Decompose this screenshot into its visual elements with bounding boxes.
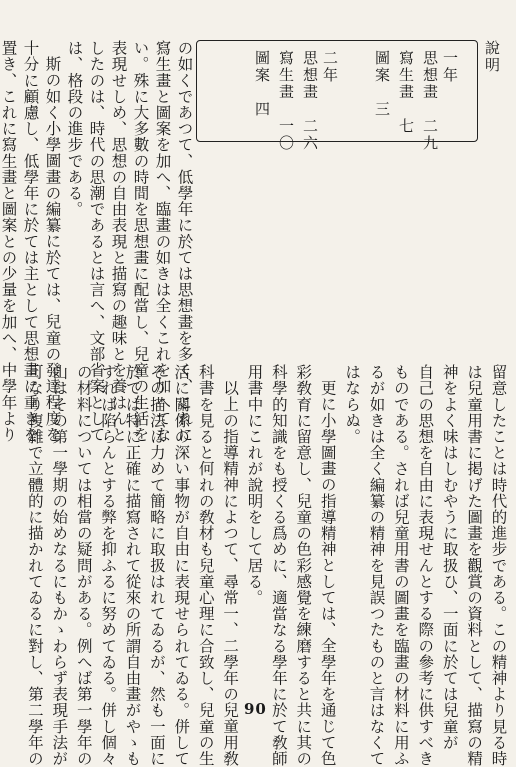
text-column: 可なり複雜で立體的に描かれてゐるに對し、第二學年の [25, 364, 44, 767]
grade-2-label: 二年 [321, 50, 339, 84]
text-column: 自己の思想を自由に表現せんとする際の參考に供すべき [416, 364, 435, 767]
text-column: 更に小學圖畫の指導精神としては、全學年を通じて色 [318, 380, 337, 767]
text-column: 置き、これに寫生畫と圖案との少量を加へ、中學年より [0, 40, 18, 443]
text-column: 斯の如く小學圖畫の編纂に於ては、兒童の發達程度を [43, 56, 62, 443]
grade-1-item: 思想畫 二九 [421, 50, 439, 152]
grade-2-item: 圖案 四 [253, 50, 271, 118]
grade-1-item: 寫生畫 七 [397, 50, 415, 135]
text-column: 彩敎育に留意し、兒童の色彩感覺を練磨すると共に其の [294, 364, 313, 767]
text-column: の材料については相當の疑問がある。例へば第一學年の [74, 364, 93, 767]
text-column: は兒童用書に掲げた圖畫を觀賞の資料として、描寫の精 [465, 364, 484, 767]
text-column: 以上の指導精神によつて、尋常一、二學年の兒童用敎 [221, 380, 240, 767]
text-column: るが如きは全く編纂の精神を見誤つたものと言はなくて [367, 364, 386, 767]
page-number: 90 [244, 700, 267, 718]
text-column: 山はその第一學期の始めなるにもかゝわらず表現手法が [50, 364, 69, 767]
text-column: い。殊に大多數の時間を思想畫に配當し、兒童の生活を [131, 40, 150, 443]
text-column: 用書中にこれが說明をして居る。 [245, 364, 264, 606]
grade-1-label: 一年 [441, 50, 459, 84]
text-column: 科書を見ると何れの敎材も兒童心理に合致し、兒童の生 [196, 364, 215, 767]
text-column: 寫生畫と圖案を加へ、臨畫の如きは全くこれを加へてな [153, 40, 172, 443]
text-column: 活に關係の深い事物が自由に表現せられてゐる。併して [172, 364, 191, 767]
grade-2-item: 思想畫 二六 [301, 50, 319, 152]
text-column: 科學的知識をも授くる爲めに、適當なる學年に於て敎師 [269, 364, 288, 767]
text-column: は、格段の進步である。 [65, 40, 84, 218]
text-column: 表現せしめ、思想の自由表現と描寫の趣味とを養はんと [109, 40, 128, 443]
text-column: すれば陷らんとする弊を抑ふるに努めてゐる。併し個々 [99, 364, 118, 767]
text-column: したのは、時代の思潮であるとは言へ、文部省案として [87, 40, 106, 443]
text-column: 十分に顧慮し、低學年に於ては主として思想畫に重きを [21, 40, 40, 443]
text-column: 於ては特に正確に描寫されて從來の所謂自由畫がやゝも [123, 364, 142, 767]
text-column: ものである。されば兒童用書の圖畫を臨畫の材料に用ふ [391, 364, 410, 767]
text-column: はならぬ。 [343, 364, 362, 445]
grade-1-item: 圖案 三 [373, 50, 391, 118]
table-header: 說明 [483, 40, 501, 74]
text-column: の如くであつて、低學年に於ては思想畫を多く、これに [175, 40, 194, 443]
text-column: その描法は力めて簡略に取扱はれてゐるが、然も一面に [147, 364, 166, 767]
text-column: 神をよく味はしむやうに取扱ひ、一面に於ては兒童が [440, 364, 459, 751]
grade-2-item: 寫生畫 一〇 [277, 50, 295, 152]
text-column: 留意したことは時代的進步である。この精神より見る時 [489, 364, 508, 767]
